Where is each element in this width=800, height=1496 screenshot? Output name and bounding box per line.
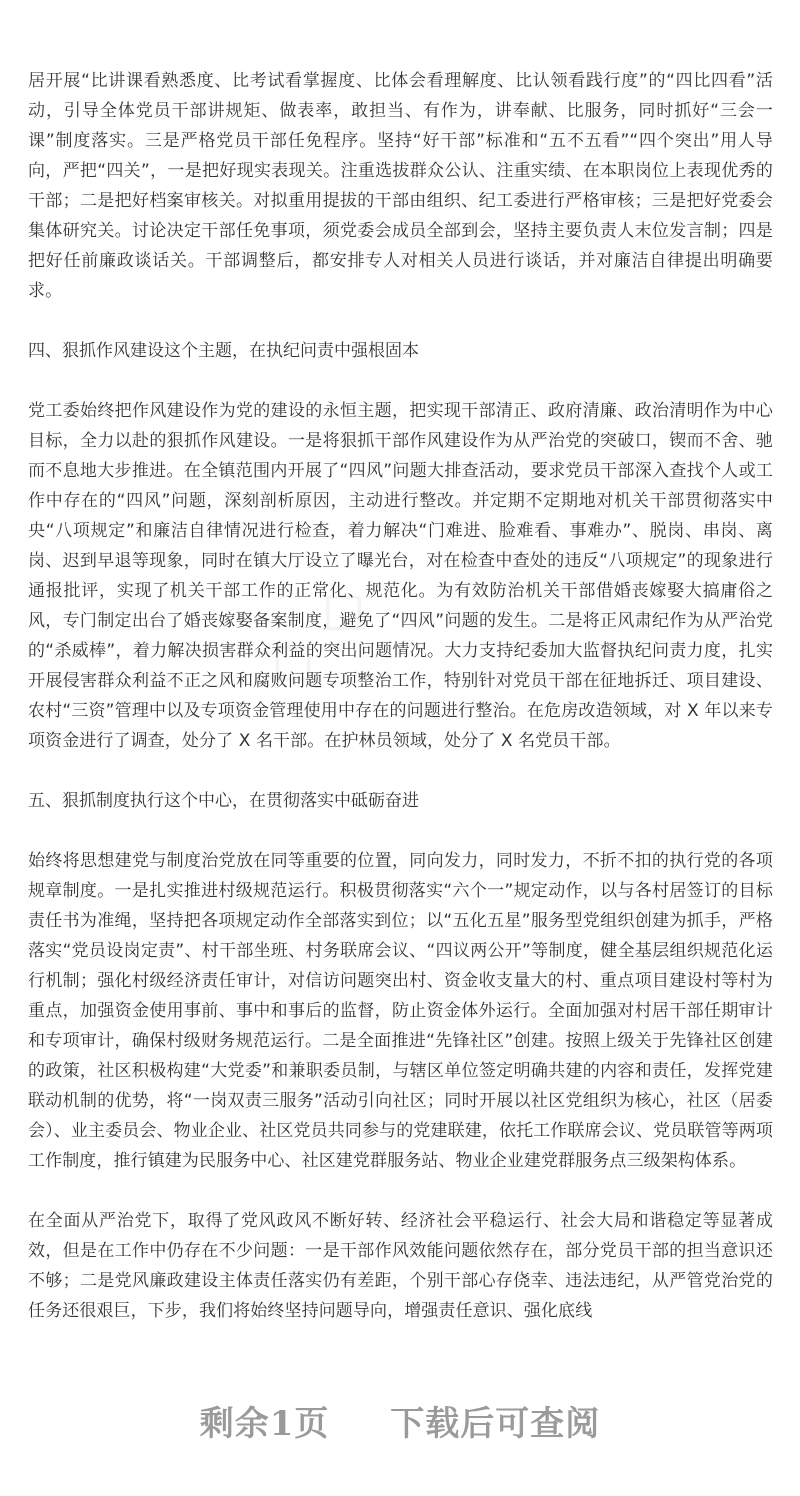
section-heading-five: 五、狠抓制度执行这个中心，在贯彻落实中砥砺奋进 <box>28 791 419 811</box>
document-body <box>28 66 773 1326</box>
paragraph-system-execution: 始终将思想建党与制度治党放在同等重要的位置，同向发力，同时发力，不折不扣的执行党的各项规章制度。一是扎实推进村级规范运行。积极贯彻落实“六个一”规定动作，以与各村居签订的目标责任书为准绳，坚持把各项规定动作全部落实到位；以“五化五星”服务型党组织创建为抓手，严格落实“党员设岗定责”、村干部坐班、村务联席会议、“四议两公开”等制度，健全基层组织规范化运行机制；强化村级经济责任审计，对信访问题突出村、资金收支量大的村、重点项目建设村等村为重点，加强资金使用事前、事中和事后的监督，防止资金体外运行。全面加强对村居干部任期审计和专项审计，确保村级财务规范运行。二是全面推进“先锋社区”创建。按照上级关于先锋社区创建的政策，社区积极构建“大党委”和兼职委员制，与辖区单位签定明确共建的内容和责任，发挥党建联动机制的优势，将“一岗双责三服务”活动引向社区；同时开展以社区党组织为核心，社区（居委会）、业主委员会、物业企业、社区党员共同参与的党建联建，依托工作联席会议、党员联管等两项工作制度，推行镇建为民服务中心、社区建党群服务站、物业企业建党群服务点三级架构体系。 <box>28 851 773 1171</box>
paragraph-summary: 在全面从严治党下，取得了党风政风不断好转、经济社会平稳运行、社会大局和谐稳定等显著成效，但是在工作中仍存在不少问题：一是干部作风效能问题依然存在，部分党员干部的担当意识还不够；二是党风廉政建设主体责任落实仍有差距，个别干部心存侥幸、违法违纪，从严管党治党的任务还很艰巨，下步，我们将始终坚持问题导向，增强责任意识、强化底线 <box>28 1211 773 1321</box>
remaining-pages-label: 剩余1页 <box>199 1404 330 1444</box>
paragraph-work-style: 党工委始终把作风建设作为党的建设的永恒主题，把实现干部清正、政府清廉、政治清明作为中心目标，全力以赴的狠抓作风建设。一是将狠抓干部作风建设作为从严治党的突破口，锲而不舍、驰而不息地大步推进。在全镇范围内开展了“四风”问题大排查活动，要求党员干部深入查找个人或工作中存在的“四风”问题，深刻剖析原因，主动进行整改。并定期不定期地对机关干部贯彻落实中央“八项规定”和廉洁自律情况进行检查，着力解决“门难进、脸难看、事难办”、脱岗、串岗、离岗、迟到早退等现象，同时在镇大厅设立了曝光台，对在检查中查处的违反“八项规定”的现象进行通报批评，实现了机关干部工作的正常化、规范化。为有效防治机关干部借婚丧嫁娶大搞庸俗之风，专门制定出台了婚丧嫁娶备案制度，避免了“四风”问题的发生。二是将正风肃纪作为从严治党的“杀威棒”，着力解决损害群众利益的突出问题情况。大力支持纪委加大监督执纪问责力度，扎实开展侵害群众利益不正之风和腐败问题专项整治工作，特别针对党员干部在征地拆迁、项目建设、农村“三资”管理中以及专项资金管理使用中存在的问题进行整治。在危房改造领域，对 X 年以来专项资金进行了调查，处分了 X 名干部。在护林员领域，处分了 X 名党员干部。 <box>28 401 773 751</box>
section-heading-four: 四、狠抓作风建设这个主题，在执纪问责中强根固本 <box>28 341 419 361</box>
download-prompt[interactable] <box>0 1396 800 1445</box>
paragraph-cadre-appointment: 居开展“比讲课看熟悉度、比考试看掌握度、比体会看理解度、比认领看践行度”的“四比四看”活动，引导全体党员干部讲规矩、做表率，敢担当、有作为，讲奉献、比服务，同时抓好“三会一课”制度落实。三是严格党员干部任免程序。坚持“好干部”标准和“五不五看”“四个突出”用人导向，严把“四关”，一是把好现实表现关。注重选拔群众公认、注重实绩、在本职岗位上表现优秀的干部；二是把好档案审核关。对拟重用提拔的干部由组织、纪工委进行严格审核；三是把好党委会集体研究关。讨论决定干部任免事项，须党委会成员全部到会，坚持主要负责人末位发言制；四是把好任前廉政谈话关。干部调整后，都安排专人对相关人员进行谈话，并对廉洁自律提出明确要求。 <box>28 71 773 301</box>
download-to-view-label[interactable]: 下载后可查阅 <box>390 1404 601 1444</box>
